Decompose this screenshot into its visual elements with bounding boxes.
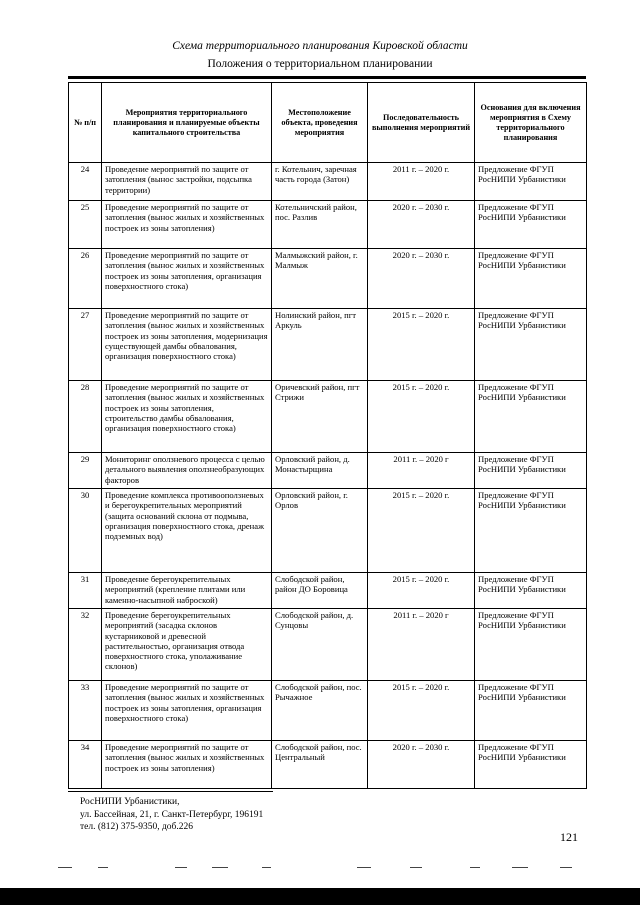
- table-row: [69, 453, 587, 489]
- row-location: Орловский район, д. Монастырщина: [272, 453, 368, 489]
- footer-org: РосНИПИ Урбанистики,: [80, 797, 180, 807]
- row-period: 2015 г. – 2020 г.: [368, 309, 475, 381]
- row-location: Котельничский район, пос. Разлив: [272, 201, 368, 249]
- row-location: г. Котельнич, заречная часть города (Затон): [272, 163, 368, 201]
- row-location: Слободской район, район ДО Боровица: [272, 573, 368, 609]
- row-basis: Предложение ФГУП РосНИПИ Урбанистики: [475, 309, 587, 381]
- row-number: 33: [69, 681, 102, 741]
- column-header-measure: Мероприятия территориального планирования и планируемые объекты капитального строительства: [102, 83, 272, 163]
- footer-rule: [68, 791, 273, 792]
- row-basis: Предложение ФГУП РосНИПИ Урбанистики: [475, 381, 587, 453]
- scan-artifact: [262, 867, 271, 868]
- table-row: [69, 681, 587, 741]
- row-period: 2011 г. – 2020 г: [368, 453, 475, 489]
- row-measure: Проведение мероприятий по защите от затопления (вынос жилых и хозяйственных построек из зоны затопления, организация поверхностного стока): [102, 681, 272, 741]
- row-measure: Проведение мероприятий по защите от затопления (вынос жилых и хозяйственных построек из зоны затопления, организация поверхностного стока): [102, 249, 272, 309]
- table-row: [69, 249, 587, 309]
- row-location: Оричевский район, пгт Стрижи: [272, 381, 368, 453]
- row-location: Слободской район, пос. Рычажное: [272, 681, 368, 741]
- row-measure: Проведение берегоукрепительных мероприятий (засадка склонов кустарниковой и древесной растительностью, организация отвода поверхностного стока, уполаживание склонов): [102, 609, 272, 681]
- row-basis: Предложение ФГУП РосНИПИ Урбанистики: [475, 201, 587, 249]
- scan-artifact: [58, 867, 72, 868]
- row-measure: Проведение мероприятий по защите от затопления (вынос жилых и хозяйственных построек из зоны затопления, строительство дамбы обвалования, организация поверхностного стока): [102, 381, 272, 453]
- row-number: 31: [69, 573, 102, 609]
- row-basis: Предложение ФГУП РосНИПИ Урбанистики: [475, 453, 587, 489]
- scan-artifact: [357, 867, 371, 868]
- row-period: 2020 г. – 2030 г.: [368, 741, 475, 789]
- document-subtitle: Положения о территориальном планировании: [207, 58, 433, 70]
- row-number: 24: [69, 163, 102, 201]
- row-location: Нолинский район, пгт Аркуль: [272, 309, 368, 381]
- row-location: Орловский район, г. Орлов: [272, 489, 368, 573]
- row-period: 2011 г. – 2020 г: [368, 609, 475, 681]
- scan-artifact: [560, 867, 572, 868]
- row-basis: Предложение ФГУП РосНИПИ Урбанистики: [475, 573, 587, 609]
- column-header-location: Местоположение объекта, проведения мероприятия: [272, 83, 368, 163]
- table-row: [69, 489, 587, 573]
- document-title: Схема территориального планирования Кировской области: [172, 40, 468, 52]
- row-measure: Проведение мероприятий по защите от затопления (вынос жилых и хозяйственных построек из зоны затопления): [102, 201, 272, 249]
- table-row: [69, 741, 587, 789]
- row-measure: Проведение берегоукрепительных мероприятий (крепление плитами или каменно-насыпной наброской): [102, 573, 272, 609]
- row-number: 27: [69, 309, 102, 381]
- row-basis: Предложение ФГУП РосНИПИ Урбанистики: [475, 681, 587, 741]
- row-number: 29: [69, 453, 102, 489]
- planning-measures-table: [68, 82, 587, 789]
- table-row: [69, 381, 587, 453]
- row-period: 2020 г. – 2030 г.: [368, 201, 475, 249]
- table-row: [69, 573, 587, 609]
- row-measure: Проведение мероприятий по защите от затопления (вынос жилых и хозяйственных построек из зоны затопления): [102, 741, 272, 789]
- footer-address: ул. Бассейная, 21, г. Санкт-Петербург, 196191: [80, 809, 264, 820]
- column-header-basis: Основания для включения мероприятия в Схему территориального планирования: [475, 83, 587, 163]
- row-number: 25: [69, 201, 102, 249]
- scan-artifact: [98, 867, 108, 868]
- row-measure: Мониторинг оползневого процесса с целью детального выявления оползнеобразующих факторов: [102, 453, 272, 489]
- table-row: [69, 309, 587, 381]
- row-period: 2015 г. – 2020 г.: [368, 573, 475, 609]
- row-basis: Предложение ФГУП РосНИПИ Урбанистики: [475, 489, 587, 573]
- column-header-number: № п/п: [69, 83, 102, 163]
- row-measure: Проведение мероприятий по защите от затопления (вынос застройки, подсыпка территории): [102, 163, 272, 201]
- footer-contact: [80, 796, 263, 834]
- scan-artifact: [410, 867, 422, 868]
- row-period: 2020 г. – 2030 г.: [368, 249, 475, 309]
- row-number: 32: [69, 609, 102, 681]
- row-period: 2011 г. – 2020 г.: [368, 163, 475, 201]
- row-period: 2015 г. – 2020 г.: [368, 681, 475, 741]
- row-location: Слободской район, пос. Центральный: [272, 741, 368, 789]
- row-number: 28: [69, 381, 102, 453]
- page-number: 121: [560, 830, 578, 844]
- header-rule: [68, 76, 586, 79]
- row-location: Слободской район, д. Сунцовы: [272, 609, 368, 681]
- footer-phone: тел. (812) 375-9350, доб.226: [80, 822, 194, 832]
- column-header-period: Последовательность выполнения мероприятий: [368, 83, 475, 163]
- scan-artifact: [212, 867, 228, 868]
- table-row: [69, 201, 587, 249]
- row-measure: Проведение комплекса противооползневых и берегоукрепительных мероприятий (защита оснований склона от подмыва, организация поверхностного стока, дренаж подземных вод): [102, 489, 272, 573]
- row-number: 30: [69, 489, 102, 573]
- row-basis: Предложение ФГУП РосНИПИ Урбанистики: [475, 249, 587, 309]
- row-number: 26: [69, 249, 102, 309]
- row-basis: Предложение ФГУП РосНИПИ Урбанистики: [475, 163, 587, 201]
- scan-artifact: [470, 867, 480, 868]
- row-period: 2015 г. – 2020 г.: [368, 381, 475, 453]
- row-measure: Проведение мероприятий по защите от затопления (вынос жилых и хозяйственных построек из зоны затопления, модернизация существующей дамбы обвалования, организация поверхностного стока): [102, 309, 272, 381]
- row-basis: Предложение ФГУП РосНИПИ Урбанистики: [475, 609, 587, 681]
- row-basis: Предложение ФГУП РосНИПИ Урбанистики: [475, 741, 587, 789]
- row-number: 34: [69, 741, 102, 789]
- row-location: Малмыжский район, г. Малмыж: [272, 249, 368, 309]
- table-row: [69, 609, 587, 681]
- row-period: 2015 г. – 2020 г.: [368, 489, 475, 573]
- scan-bottom-band: [0, 888, 640, 905]
- table-row: [69, 163, 587, 201]
- scan-artifact: [512, 867, 528, 868]
- scan-artifact: [175, 867, 187, 868]
